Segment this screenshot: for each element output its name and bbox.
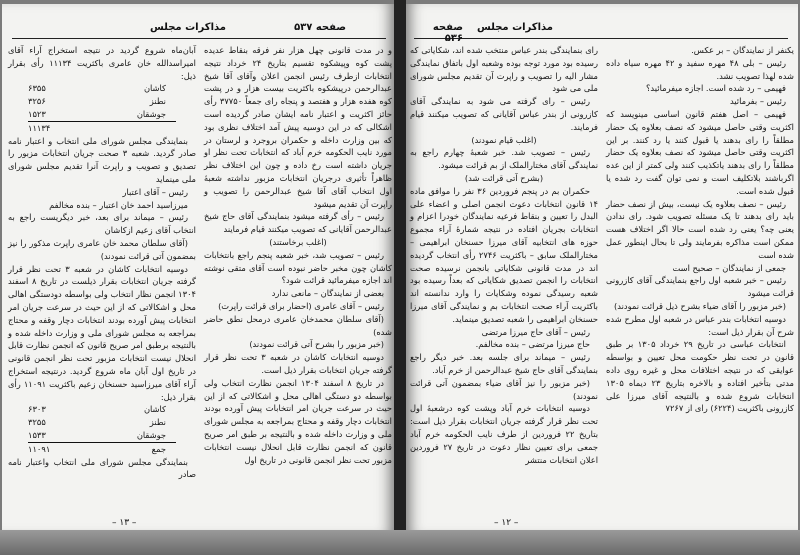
vote-row [28,108,176,121]
vote-count: ۶۳۰۳ [28,404,46,415]
paragraph: رئیس – بلی ۴۸ مهره سفید و ۴۲ مهره سیاه داده شده لهذا تصویب نشد. [606,57,794,81]
vote-table [28,403,176,455]
vote-row [28,82,176,95]
paragraph: حاج میرزا مرتضی – بنده مخالفم. [475,339,590,350]
paragraph: دوسیه انتخابات کاشان در شعبه ۳ تحت نظر قرار گرفته جریان انتخابات بقرار ذیلست در تاریخ ۸ اسفند ۱۳۰۴ انجمن نظار انتخاب ولی بواسطه دودستگی اهالی محل و اشکالاتی که از این حیث در سرعت جریان امر انتخابات پیش آورده بودند انتخابات دچار وقفه و محتاج بمراجعه به مجلس شورای ملی و وزارت داخله شده و بالنتیجه برطبق امر صریح قانون که انجمن نظارت قابل انحلال نیست انتخابات مزبور تحت نظر انجمن قانونی در تاریخ اول آبان ماه شروع گردید. درنتیجه استخراج آراء آقای میرزاسید حسنخان زعیم باکثریت ۱۱۰۹۱ رأی بقرار ذیل: [8,263,196,402]
paragraph: جمعی از نمایندگان – صحیح است [672,262,786,273]
paragraph: آبان‌ماه شروع گردید در نتیجه استخراج آراء آقای امیراسدالله خان عامری باکثریت ۱۱۱۳۴ رأی بقرار ذیل: [8,45,196,81]
paragraph: رئیس – آقای حاج میرزا مرتضی [481,326,590,337]
paragraph: فهیمی – رد شده است. اجازه میفرمائید؟ [646,83,786,94]
constituency-name: جوشقان [136,108,166,119]
vote-row [28,403,176,416]
total-label: جمع [151,443,166,454]
paragraph: رئیس – تصویب شد. خبر شعبهٔ چهارم راجع به نمایندگی آقای مختارالملک از بم قرائت میشود. [410,147,598,171]
paragraph: (آقای سلطان محمدخان عامری درمحل نطق حاضر شده) [204,313,392,337]
text-column-left [410,44,598,466]
constituency-name: نطنز [149,417,166,428]
vote-row [28,416,176,429]
text-column-left [8,44,196,481]
paragraph: یکنفر از نمایندگان – بر عکس. [691,45,794,55]
paragraph: حکمران بم در پنجم فروردین ۳۶ نفر را موافق ماده ۱۴ قانون انتخابات دعوت انجمن اصلی و اعضاء علی البدل را تعیین و بنقاط فرعیه نمایندگان خودرا اعزام و انتخابات بجریان افتاده در نتیجه شمارهٔ آراء مجموع حوزه های انتخابیه آقای میرزا حسنخان ابراهیمی – مختارالملک سابق – باکثریت ۲۷۴۶ رأی انتخاب گردیده اند در مدت قانونی شکایاتی بانجمن نرسیده صحت انتخابات را انجمن تصدیق شکایاتی که بعداً رسیده بود شعبه رسیدگی نموده وشکایات را وارد ندانسته اند باکثریت آراء صحت انتخابات بم و نمایندگی آقای میرزا حسنخان ابراهیمی را شعبه تصدیق مینماید. [410,185,598,324]
paragraph: انتخابات عباسی در تاریخ ۲۹ خرداد ۱۳۰۵ بر طبق قانون در تحت نظر حکومت محل تعیین و بواسطه عوایقی که در نتیجه اختلافات محل و غیره روی داده مدتی بتأخیر افتاده و بالاخره بتاریخ ۲۳ دیماه ۱۳۰۵ انتخابات شروع شده و بالنتیجه آقای میرزا علی کازرونی باکثریت (۶۲۲۴) رای از ۷۲۶۷ [606,339,795,414]
paragraph: بنمایندگی مجلس شورای ملی انتخاب و اعتبار نامه صادر گردید. شعبه ۳ صحت جریان انتخابات مزبور را تصدیق و تصویب و راپرت آنرا تقدیم مجلس شورای ملی مینماید [8,135,196,184]
vote-count: ۳۲۵۵ [28,417,46,428]
vote-total-row [28,121,176,135]
paragraph: فهیمی – اصل هفتم قانون اساسی مینویسد که اکثریت وقتی حاصل میشود که نصف بعلاوه یک حضار مطلقاً را رای بدهند یا قبول کنند یا رد کنند. بر این اکثریت وقتی حاصل میشود که نصف بعلاوه یک حضار مطلقاً را رای بدهند یاتکذیب کنند ولی کمتر از این عده اگرباشند بلاتکلیف است و نمی توان گفت رد شده یا قبول شده است. [606,108,794,196]
page-header [414,22,788,44]
running-title: مذاکرات مجلس [149,22,226,33]
scan-edge [0,530,800,555]
paragraph: رئیس – میماند برای بعد، خبر دیگریست راجع به انتخاب آقای زعیم ازکاشان [8,212,196,236]
paragraph: (خبر مزبور را بشرح آتی قرائت نمودند) [249,339,384,350]
constituency-name: جوشقان [136,429,166,440]
total-votes: ۱۱۱۳۴ [28,122,51,133]
page-number: صفحه ۵۳۶ [432,22,463,44]
vote-table [28,82,176,134]
book-gutter [394,0,406,555]
folio-number: – ۱۳ – [112,518,137,528]
paragraph: دوسیه انتخابات کاشان در شعبه ۳ تحت نظر قرار گرفته جریان انتخابات بقرار ذیل است. [204,352,392,375]
paragraph: رئیس – نصف بعلاوه یک نیست، بیش از نصف حضار باید رای بدهند تا یک مسئله تصویب شود. رای ندادن یعنی چه؟ یعنی رد شده است حالا اگر اختلاف هست ممکن است مذاکره بفرمایند ولی تا بحال اینطور عمل شده است [606,198,794,260]
left-page [2,4,396,532]
page-header [12,22,386,39]
paragraph: (اغلب برخاستند) [269,236,327,247]
paragraph: رئیس – تصویب شد، خبر شعبه پنجم راجع بانتخابات کاشان چون مخبر حاضر نبوده است آقای متقی نوشته اند اجازه میفرمائید قرائت شود؟ [204,249,392,286]
paragraph: میرزاسید احمد خان اعتبار – بنده مخالفم [49,199,188,210]
paragraph: رئیس – رای گرفته می شود به نمایندگی آقای کازرونی از بندر عباس آقایانی که تصویب میکنند قیام فرمایند. [410,96,598,132]
paragraph: رئیس – رأی گرفته میشود بنمایندگی آقای حاج شیخ عبدالرحمن آقایانی که تصویب میکنند قیام فرمایند [204,211,392,235]
paragraph: (بشرح آتی قرائت شد) [464,172,544,183]
paragraph: (خبر مزبور را نیز آقای ضیاء بمضمون آتی قرائت نمودند) [410,377,598,401]
page-number: صفحه ۵۳۷ [294,22,346,33]
paragraph: رئیس – بفرمائید [729,96,786,107]
vote-count: ۶۳۵۵ [28,83,46,94]
text-column-right [204,44,392,466]
paragraph: رئیس – آقای اعتبار [122,186,188,197]
paragraph: بعضی از نمایندگان – مانعی ندارد [271,288,384,299]
vote-count: ۱۵۲۳ [28,108,46,119]
constituency-name: کاشان [143,83,166,94]
paragraph: بنمایندگی مجلس شورای ملی انتخاب واعتبار نامه صادر [8,456,196,480]
total-votes: ۱۱۰۹۱ [28,443,51,454]
paragraph: رئیس – آقای عامری (احضار برای قرائت راپرت) [218,300,384,311]
folio-number: – ۱۲ – [494,518,519,528]
paragraph: (آقای سلطان محمد خان عامری راپرت مذکور را نیز بمضمون آتی قرائت نمودند) [8,237,196,261]
vote-total-row [28,442,176,456]
paragraph: رئیس – میماند برای جلسه بعد. خبر دیگر راجع بنمایندگی آقای حاج شیخ عبدالرحمن از خرم آباد. [410,352,598,375]
text-column-right [606,44,794,415]
paragraph: رئیس – خبر شعبه اول راجع بنمایندگی آقای کازرونی قرائت میشود [606,275,794,299]
paragraph: دوسیه انتخابات خرم آباد وپشت کوه درشعبهٔ اول تحت نظر قرار گرفته جریان انتخابات بقرار ذیل است: بتاریخ ۲۲ فروردین از طرف نایب الحکومه خرم آباد جمعی برای تعیین نظار دعوت در تاریخ ۲۷ فروردین اعلان انتخابات منتشر [410,403,599,465]
vote-row [28,429,176,442]
vote-count: ۱۵۳۳ [28,429,46,440]
constituency-name: نطنز [149,96,166,107]
right-page [404,4,798,532]
constituency-name: کاشان [143,404,166,415]
vote-row [28,95,176,108]
paragraph: و در مدت قانونی چهل هزار نفر فرقه بنقاط عدیده پشت کوه وپیشکوه تقسیم بتاریخ ۲۴ خرداد نتیجه انتخابات ازطرف رئیس انجمن اعلان وآقای آقا شیخ عبدالرحمن درپیشکوه باکثریت بیست هزار و در پشت کوه هفده هزار و هفتصد و پنجاه رای جمعاً ۳۷۷۵۰ رأی حائز اکثریت و اعتبار نامه ایشان صادر گردیده است اشکالی که در این دوسیه پیش آمد اختلاف نظری بود که بین وزارت داخله و حکمران بروجرد و لرستان در مورد نایب الحکومه خرم آباد که انتخابات تحت نظر او جریان داشته است رخ داده و چون این اختلاف نظر ظاهراً تأثیری درجریان انتخابات مزبور نداشته شعبهٔ اول انتخاب آقای آقا شیخ عبدالرحمن را تصویب و راپرت آن تقدیم میشود [204,45,393,209]
paragraph: رای بنمایندگی بندر عباس منتخب شده اند، شکایاتی که رسیده بود مورد توجه بوده وشعبه اول باتفاق نمایندگی مشار الیه را تصویب و راپرت آن تقدیم مجلس شورای ملی می شود [410,45,598,94]
paragraph: در تاریخ ۸ اسفند ۱۳۰۴ انجمن نظارت انتخاب ولی بواسطه دو دستگی اهالی محل و اشکالاتی که از این حیث در سرعت جریان امر انتخابات پیش آورده بودند انتخابات دچار وقفه و محتاج بمراجعه به مجلس شورای ملی و وزارت داخله شده و بالنتیجه بر طبق امر صریح قانون که انجمن نظارت قابل انحلال نیست انتخابات مزبور تحت نظر انجمن قانونی در تاریخ اول [204,377,392,465]
paragraph: دوسیه انتخابات بندر عباس در شعبه اول مطرح شده شرح آن بقرار ذیل است: [606,313,794,337]
paragraph: (اغلب قیام نمودند) [471,134,537,145]
vote-count: ۳۲۵۶ [28,96,46,107]
paragraph: (خبر مزبور را آقای ضیاء بشرح ذیل قرائت نمودند) [614,300,786,311]
running-title: مذاکرات مجلس [476,22,553,33]
